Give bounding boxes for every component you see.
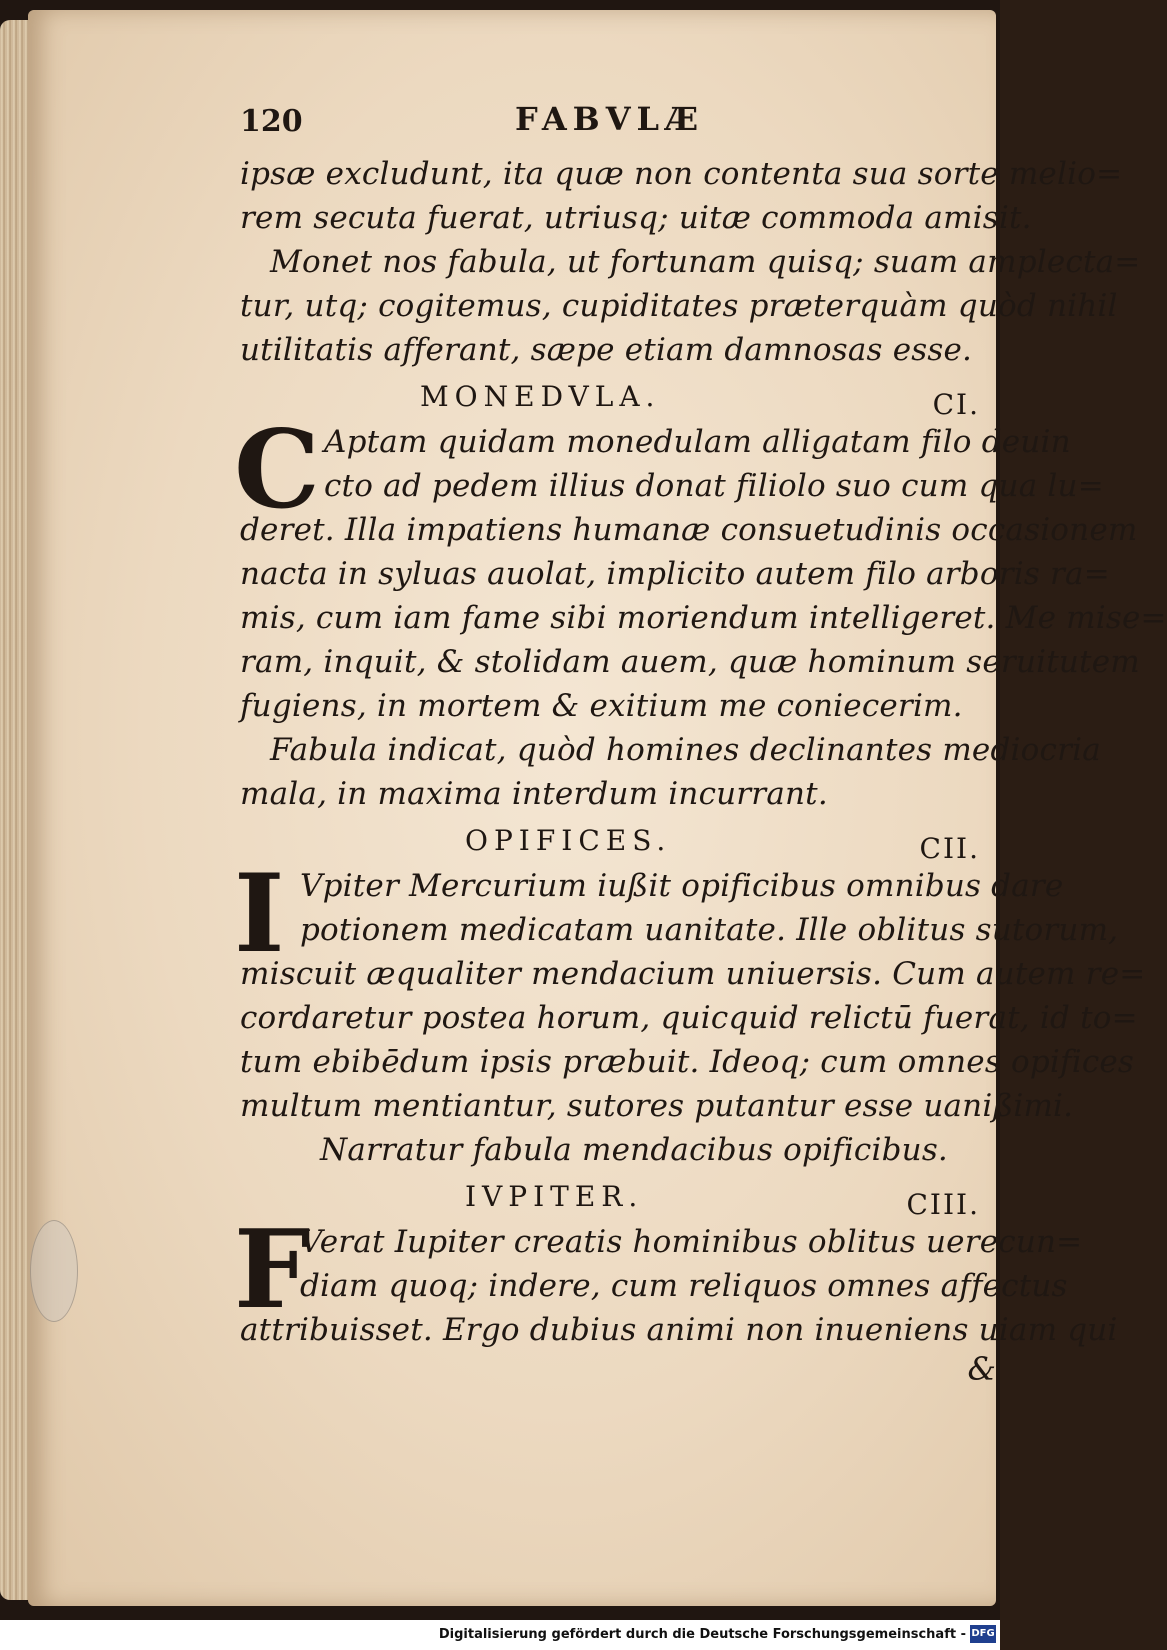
text-line: cordaretur postea horum, quicquid relictū fuerat, id to= xyxy=(240,1000,1138,1036)
page-number: 120 xyxy=(240,104,303,139)
initial-capital: C xyxy=(234,407,320,533)
moral-line: Monet nos fabula, ut fortunam quisq; suam amplecta= xyxy=(270,244,1141,280)
text-line: mis, cum iam fame sibi moriendum intelligeret. Me mise= xyxy=(240,600,1167,636)
text-line: fugiens, in mortem & exitium me coniecerim. xyxy=(240,688,963,724)
text-line: potionem medicatam uanitate. Ille oblitus sutorum, xyxy=(300,912,1119,948)
fable-number: CI. xyxy=(932,388,980,421)
moral-line: utilitatis afferant, sæpe etiam damnosas esse. xyxy=(240,332,973,368)
fable-number: CIII. xyxy=(906,1188,980,1221)
catchword: & xyxy=(967,1350,996,1388)
funding-credit: Digitalisierung gefördert durch die Deutsche Forschungsgemeinschaft - xyxy=(438,1627,966,1642)
dfg-logo-icon: DFG xyxy=(970,1625,996,1643)
fable-body xyxy=(234,851,1146,1172)
text-line: tum ebibēdum ipsis præbuit. Ideoq; cum omnes opifices xyxy=(240,1044,1135,1080)
continuation-text xyxy=(240,152,1141,372)
fable-heading xyxy=(240,818,980,864)
fable-title: OPIFICES. xyxy=(465,824,672,857)
running-title: FABVLÆ xyxy=(515,100,705,138)
initial-capital: I xyxy=(234,851,285,977)
text-line: deret. Illa impatiens humanæ consuetudinis occasionem xyxy=(240,512,1138,548)
fable-heading xyxy=(240,374,980,420)
fable-number: CII. xyxy=(919,832,980,865)
text-line: cto ad pedem illius donat filiolo suo cum qua lu= xyxy=(324,468,1104,504)
text-line: ram, inquit, & stolidam auem, quæ hominum seruitutem xyxy=(240,644,1140,680)
text-line: attribuisset. Ergo dubius animi non inueniens uiam qui xyxy=(240,1312,1118,1348)
text-line: miscuit æqualiter mendacium uniuersis. Cum autem re= xyxy=(240,956,1146,992)
text-line: rem secuta fuerat, utriusq; uitæ commoda amisit. xyxy=(240,200,1032,236)
text-line: nacta in syluas auolat, implicito autem filo arboris ra= xyxy=(240,556,1110,592)
initial-capital: F xyxy=(234,1207,311,1333)
moral-line: Fabula indicat, quòd homines declinantes mediocria xyxy=(270,732,1101,768)
fable-title: MONEDVLA. xyxy=(420,380,661,413)
moral-line: mala, in maxima interdum incurrant. xyxy=(240,776,828,812)
page-text xyxy=(234,100,1167,1352)
page-clip xyxy=(30,1220,78,1322)
digitization-footer xyxy=(0,1620,1000,1650)
text-line: multum mentiantur, sutores putantur esse uanißimi. xyxy=(240,1088,1074,1124)
fable-body xyxy=(234,1207,1118,1352)
running-head xyxy=(240,100,980,152)
text-line: Vpiter Mercurium iußit opificibus omnibus dare xyxy=(300,868,1064,904)
fable-body xyxy=(234,407,1167,816)
text-line: Verat Iupiter creatis hominibus oblitus uerecun= xyxy=(300,1224,1083,1260)
moral-line: Narratur fabula mendacibus opificibus. xyxy=(320,1132,948,1168)
text-line: diam quoq; indere, cum reliquos omnes affectus xyxy=(300,1268,1068,1304)
text-line: Aptam quidam monedulam alligatam filo deuin xyxy=(324,424,1071,460)
fable-title: IVPITER. xyxy=(465,1180,644,1213)
moral-line: tur, utq; cogitemus, cupiditates præterquàm quòd nihil xyxy=(240,288,1118,324)
fable-heading xyxy=(240,1174,980,1220)
text-line: ipsæ excludunt, ita quæ non contenta sua sorte melio= xyxy=(240,156,1123,192)
